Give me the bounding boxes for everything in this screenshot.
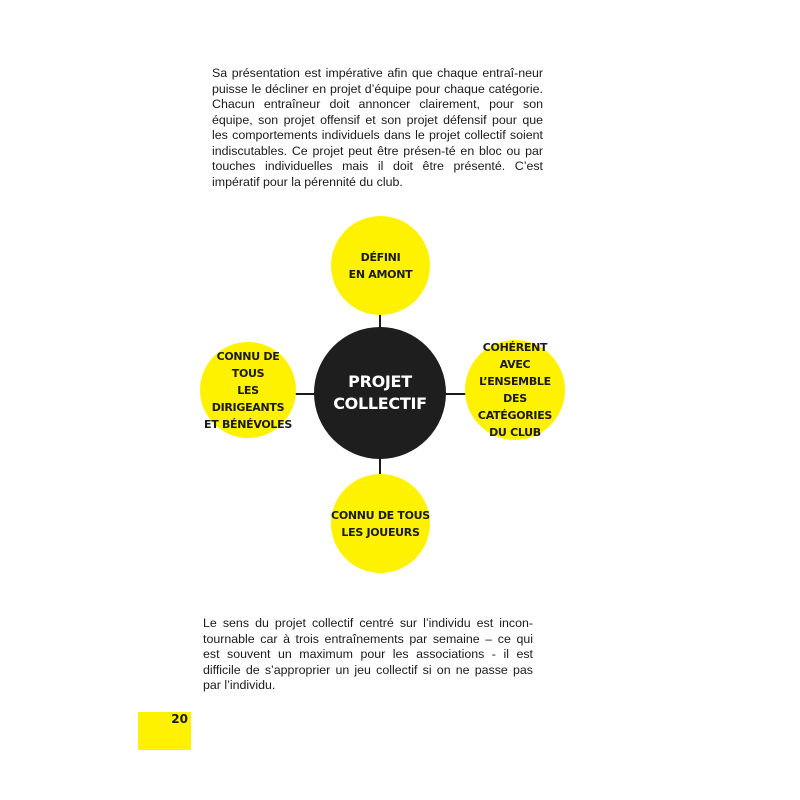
- intro-paragraph: Sa présentation est impérative afin que chaque entraî-neur puisse le décliner en projet d’équipe pour chaque catégorie. Chacun entraîneur doit annoncer clairement, pour son équipe, son projet offensif et son projet défensif pour que les comportements individuels dans le projet collectif soient indiscutables. Ce projet peut être présen-té en bloc ou par touches individuelles mais il doit être présenté. C’est impératif pour la pérennité du club.: [212, 66, 543, 189]
- outro-paragraph: Le sens du projet collectif centré sur l’individu est incon-tournable car à trois entraînements par semaine – ce qui est souvent un maximum pour les associations - il est difficile de s’approprier un jeu collectif si on ne passe pas par l’individu.: [203, 616, 533, 692]
- node-center: [314, 327, 446, 459]
- page-number: 20: [171, 712, 188, 726]
- page-number-tab: [138, 712, 191, 750]
- node-left: [200, 342, 296, 438]
- node-center-label: PROJET COLLECTIF: [333, 372, 427, 413]
- node-bottom-label: CONNU DE TOUS LES JOUEURS: [331, 508, 430, 539]
- node-top-label: DÉFINI EN AMONT: [348, 250, 413, 281]
- node-bottom: [331, 474, 430, 573]
- node-top: [331, 216, 430, 315]
- node-left-label: CONNU DE TOUS LES DIRIGEANTS ET BÉNÉVOLES: [204, 349, 292, 431]
- node-right: [465, 340, 565, 440]
- node-right-label: COHÉRENT AVEC L’ENSEMBLE DES CATÉGORIES DU CLUB: [477, 341, 553, 439]
